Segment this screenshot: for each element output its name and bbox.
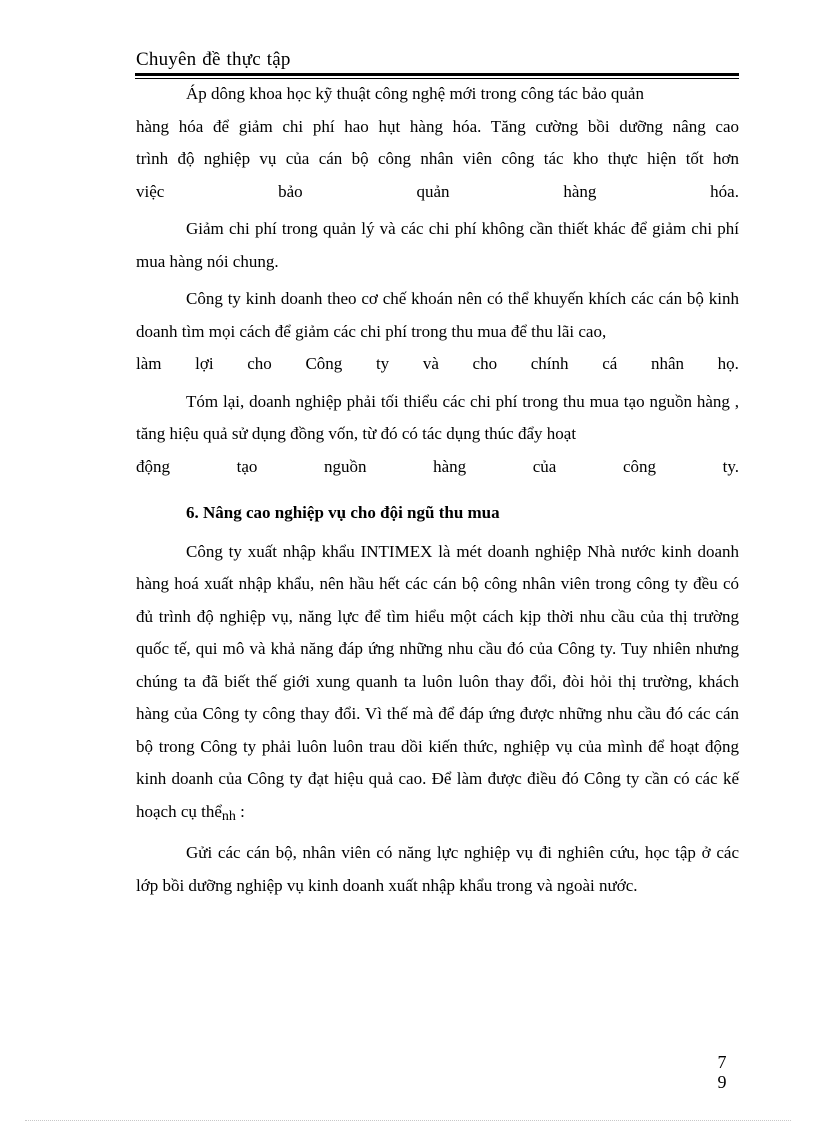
word: Công [305, 354, 343, 373]
paragraph-3-body: Công ty kinh doanh theo cơ chế khoán nên có thể khuyến khích các cán bộ kinh doanh tìm mọi cách để giảm các chi phí trong thu mua để thu lãi cao, [136, 289, 739, 341]
word: hàng [433, 456, 467, 476]
paragraph-1-line-1: Áp dông khoa học kỹ thuật công nghệ mới trong công tác bảo quản [186, 84, 644, 103]
paragraph-5 [136, 536, 739, 831]
word: họ. [717, 354, 739, 373]
paragraph-5-body: Công ty xuất nhập khẩu INTIMEX là mét doanh nghiệp Nhà nước kinh doanh hàng hoá xuất nhập khẩu, nên hầu hết các cán bộ công nhân viên trong công ty đều có đủ trình độ nghiệp vụ, năng lực để tìm hiểu một cách kịp thời nhu cầu của thị trường quốc tế, qui mô và khả năng đáp ứng những nhu cầu đó của Công ty. Tuy nhiên nhưng chúng ta đã biết thế giới xung quanh ta luôn luôn thay đổi, đòi hỏi thị trường, khách hàng của Công ty công thay đổi. Vì thế mà để đáp ứng được những nhu cầu đó các cán bộ trong Công ty phải luôn luôn trau dồi kiến thức, nghiệp vụ của mình để hoạt động kinh doanh của Công ty đạt hiệu quả cao. Để làm được điều đó Công ty cần có các kế hoạch cụ thể [136, 541, 739, 821]
word: cho [472, 354, 498, 373]
word: ty. [722, 456, 739, 476]
word: làm [136, 354, 162, 373]
page-number-digit-2: 9 [717, 1072, 727, 1092]
paragraph-1-line-2: hàng hóa để giảm chi phí hao hụt hàng hóa. Tăng cường bồi dưỡng nâng cao [136, 116, 739, 136]
paragraph-4 [136, 386, 739, 484]
paragraph-4-last-line [136, 451, 739, 484]
word: và [422, 354, 439, 373]
header-title: Chuyên đề thực tập [136, 49, 291, 70]
word: động [136, 456, 170, 476]
paragraph-3-last-line [136, 348, 739, 381]
section-heading: 6. Nâng cao nghiệp vụ cho đội ngũ thu mua [186, 503, 500, 522]
word: hàng [563, 181, 597, 201]
paragraph-6: Gửi các cán bộ, nhân viên có năng lực nghiệp vụ đi nghiên cứu, học tập ở các lớp bồi dưỡng nghiệp vụ kinh doanh xuất nhập khẩu trong và ngoài nước. [136, 843, 739, 895]
page-number-digit-1: 7 [717, 1052, 727, 1072]
word: hóa. [710, 181, 739, 201]
page-number [714, 1052, 730, 1092]
paragraph-5-end: : [235, 801, 245, 821]
word: nguồn [324, 456, 367, 476]
word: cá [602, 354, 618, 373]
word: chính [530, 354, 569, 373]
paragraph-1 [136, 78, 739, 208]
word: bảo [278, 181, 303, 201]
paragraph-3 [136, 283, 739, 381]
document-body [136, 78, 739, 902]
word: lợi [195, 354, 214, 373]
paragraph-4-body: Tóm lại, doanh nghiệp phải tối thiểu các chi phí trong thu mua tạo nguồn hàng , tăng hiệu quả sử dụng đồng vốn, từ đó có tác dụng thúc đẩy hoạt [136, 391, 739, 443]
word: quản [416, 181, 450, 201]
header-rule-thick [135, 73, 739, 76]
word: việc [136, 181, 165, 201]
paragraph-1-last-line [136, 176, 739, 209]
word: của [532, 456, 557, 476]
paragraph-5-small-fragment: nh [221, 808, 236, 824]
word: ty [375, 354, 390, 373]
word: tạo [236, 456, 258, 476]
word: công [622, 456, 657, 476]
paragraph-2: Giảm chi phí trong quản lý và các chi phí không cần thiết khác để giảm chi phí mua hàng nói chung. [136, 219, 739, 271]
word: nhân [650, 354, 684, 373]
paragraph-1-line-3: trình độ nghiệp vụ của cán bộ công nhân viên công tác kho thực hiện tốt hơn [136, 149, 739, 168]
page-bottom-border [25, 1120, 791, 1121]
word: cho [247, 354, 272, 373]
page-header [135, 48, 739, 79]
